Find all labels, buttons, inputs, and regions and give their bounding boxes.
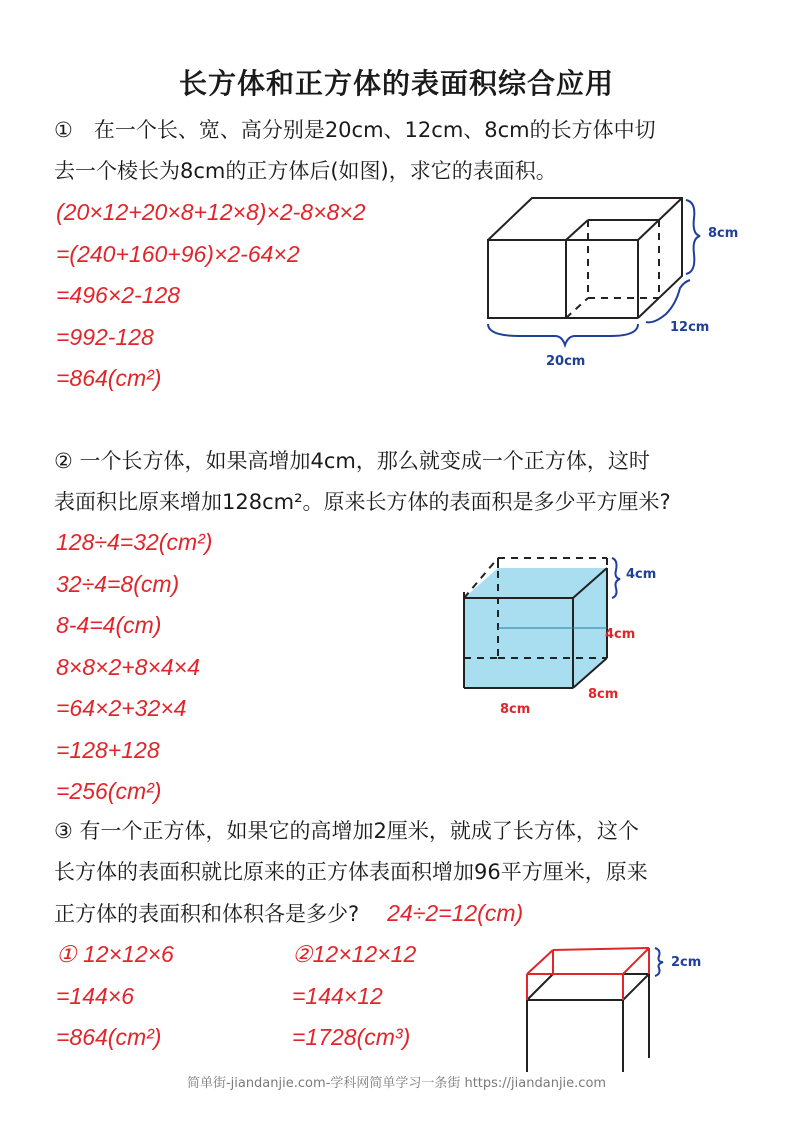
question-2: [54, 441, 754, 523]
top-brace: [655, 948, 663, 976]
label-length-8cm: 8cm: [500, 702, 531, 717]
answer-3-col2-line-1: ②12×12×12: [292, 941, 417, 967]
length-brace: [488, 324, 638, 345]
label-8cm: 8cm: [708, 226, 739, 241]
answer-2-line-5: =64×2+32×4: [56, 695, 187, 721]
answer-1-line-4: =992-128: [56, 323, 154, 350]
cut-top-left-edge: [566, 220, 588, 240]
answer-2-line-7: =256(cm²): [56, 778, 162, 804]
width-brace: [646, 280, 690, 322]
answer-1-line-1: (20×12+20×8+12×8)×2-8×8×2: [56, 199, 366, 225]
question-1: [54, 110, 754, 192]
answer-3-col-1: [56, 934, 174, 1059]
question-3: [54, 811, 754, 935]
question-1-line-2: 去一个棱长为8cm的正方体后(如图)，求它的表面积。: [54, 159, 557, 183]
answer-2: [56, 522, 212, 813]
label-top-4cm: 4cm: [626, 567, 657, 582]
cut-top-right-edge: [638, 220, 659, 240]
answer-2-line-1: 128÷4=32(cm²): [56, 529, 213, 555]
figure-1-cuboid: [470, 190, 770, 380]
question-1-line-1: ① 在一个长、宽、高分别是20cm、12cm、8cm的长方体中切: [54, 118, 656, 142]
question-3-line-1: ③ 有一个正方体，如果它的高增加2厘米，就成了长方体，这个: [54, 819, 639, 843]
question-2-line-1: ② 一个长方体，如果高增加4cm，那么就变成一个正方体，这时: [54, 449, 650, 473]
label-12cm: 12cm: [670, 320, 710, 335]
figure-3-cube: [515, 938, 735, 1072]
hidden-diagonal-edge: [566, 298, 588, 318]
answer-1-line-5: =864(cm²): [56, 365, 162, 391]
answer-3-col2-line-2: =144×12: [292, 982, 383, 1009]
question-3-line-2: 长方体的表面积就比原来的正方体表面积增加96平方厘米，原来: [54, 860, 648, 884]
question-3-line-3: [54, 893, 754, 935]
answer-1-line-2: =(240+160+96)×2-64×2: [56, 240, 300, 267]
label-20cm: 20cm: [546, 354, 586, 369]
inline-answer-3: 24÷2=12(cm): [387, 900, 524, 926]
answer-3-col1-line-2: =144×6: [56, 982, 135, 1009]
answer-3-col-2: [292, 934, 416, 1059]
footer: 简单街-jiandanjie.com-学科网简单学习一条街 https://jiandanjie.com: [186, 1076, 607, 1091]
question-3-line-3-text: 正方体的表面积和体积各是多少?: [54, 902, 360, 926]
answer-1: [56, 192, 366, 400]
figure-2-cube: [450, 548, 680, 728]
answer-3-col2-line-3: =1728(cm³): [292, 1024, 411, 1050]
answer-3-col1-line-1: ① 12×12×6: [56, 941, 174, 967]
answer-2-line-2: 32÷4=8(cm): [56, 570, 180, 597]
height-brace: [686, 200, 700, 274]
cuboid-front-edges: [488, 240, 638, 318]
label-depth-8cm: 8cm: [588, 687, 619, 702]
top-brace: [612, 558, 620, 598]
answer-1-line-3: =496×2-128: [56, 282, 181, 308]
page-title: 长方体和正方体的表面积综合应用: [178, 67, 614, 100]
label-height-4cm: 4cm: [605, 627, 636, 642]
question-2-line-2: 表面积比原来增加128cm²。原来长方体的表面积是多少平方厘米?: [54, 490, 671, 514]
cuboid-top-right-edge: [659, 198, 682, 220]
label-top-2cm: 2cm: [671, 955, 702, 970]
answer-2-line-3: 8-4=4(cm): [56, 612, 162, 638]
answer-2-line-4: 8×8×2+8×4×4: [56, 653, 200, 680]
answer-2-line-6: =128+128: [56, 736, 160, 763]
answer-3-col1-line-3: =864(cm²): [56, 1024, 162, 1050]
